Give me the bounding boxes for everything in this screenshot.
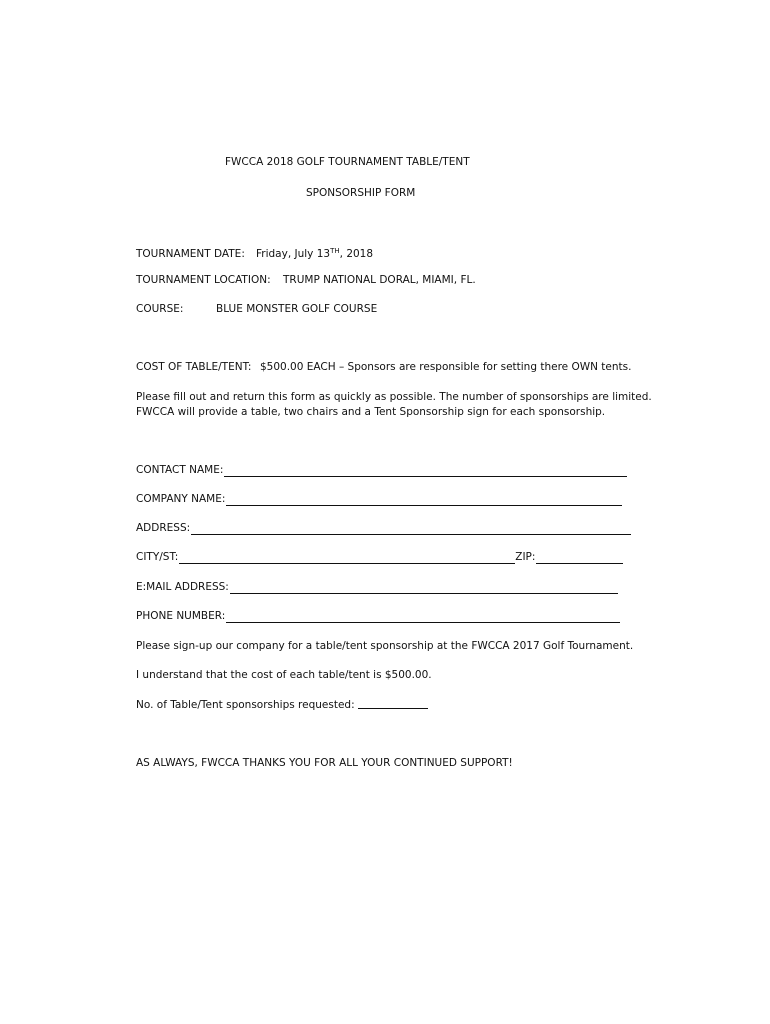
contact-name-label: CONTACT NAME: bbox=[136, 464, 224, 476]
cost-label: COST OF TABLE/TENT: bbox=[136, 361, 252, 373]
contact-name-blank[interactable] bbox=[224, 464, 627, 477]
course-value: BLUE MONSTER GOLF COURSE bbox=[216, 303, 378, 315]
course-row bbox=[136, 302, 377, 316]
thank-you-message: AS ALWAYS, FWCCA THANKS YOU FOR ALL YOUR CONTINUED SUPPORT! bbox=[136, 757, 513, 769]
tournament-location-row bbox=[136, 273, 476, 287]
tournament-location-label: TOURNAMENT LOCATION: bbox=[136, 274, 271, 286]
zip-label: ZIP: bbox=[515, 551, 536, 563]
phone-field[interactable] bbox=[136, 609, 620, 623]
address-field[interactable] bbox=[136, 521, 631, 535]
city-state-blank[interactable] bbox=[179, 551, 515, 564]
course-label: COURSE: bbox=[136, 303, 184, 315]
email-blank[interactable] bbox=[230, 581, 618, 594]
sponsorship-count-row[interactable] bbox=[136, 697, 428, 712]
date-year: , 2018 bbox=[339, 248, 374, 260]
cost-row bbox=[136, 360, 631, 374]
instructions-line-1: Please fill out and return this form as quickly as possible. The number of sponsorships are limited. bbox=[136, 391, 652, 403]
email-field[interactable] bbox=[136, 580, 618, 594]
email-label: E:MAIL ADDRESS: bbox=[136, 581, 229, 593]
form-subtitle: SPONSORSHIP FORM bbox=[306, 187, 416, 199]
city-state-label: CITY/ST: bbox=[136, 551, 179, 563]
sponsorship-count-label: No. of Table/Tent sponsorships requested: bbox=[136, 699, 355, 711]
contact-name-field[interactable] bbox=[136, 463, 627, 477]
company-name-label: COMPANY NAME: bbox=[136, 493, 226, 505]
cost-acknowledgement: I understand that the cost of each table/tent is $500.00. bbox=[136, 669, 432, 681]
tournament-date-label: TOURNAMENT DATE: bbox=[136, 248, 245, 260]
company-name-field[interactable] bbox=[136, 492, 622, 506]
address-label: ADDRESS: bbox=[136, 522, 191, 534]
zip-blank[interactable] bbox=[536, 551, 623, 564]
phone-label: PHONE NUMBER: bbox=[136, 610, 226, 622]
city-state-zip-field[interactable] bbox=[136, 550, 623, 564]
phone-blank[interactable] bbox=[226, 610, 620, 623]
form-title: FWCCA 2018 GOLF TOURNAMENT TABLE/TENT bbox=[225, 156, 470, 168]
instructions-line-2: FWCCA will provide a table, two chairs and a Tent Sponsorship sign for each sponsorship. bbox=[136, 406, 606, 418]
address-blank[interactable] bbox=[191, 522, 631, 535]
date-ordinal-suffix: TH bbox=[330, 247, 340, 255]
sponsorship-count-blank[interactable] bbox=[358, 697, 428, 709]
signup-statement: Please sign-up our company for a table/tent sponsorship at the FWCCA 2017 Golf Tournament. bbox=[136, 640, 634, 652]
instructions-paragraph bbox=[136, 390, 652, 420]
date-prefix: Friday, July 13 bbox=[256, 248, 331, 260]
tournament-date-value bbox=[256, 248, 373, 260]
tournament-date-row bbox=[136, 244, 373, 261]
tournament-location-value: TRUMP NATIONAL DORAL, MIAMI, FL. bbox=[283, 274, 476, 286]
cost-value: $500.00 EACH – Sponsors are responsible for setting there OWN tents. bbox=[260, 361, 632, 373]
company-name-blank[interactable] bbox=[226, 493, 622, 506]
